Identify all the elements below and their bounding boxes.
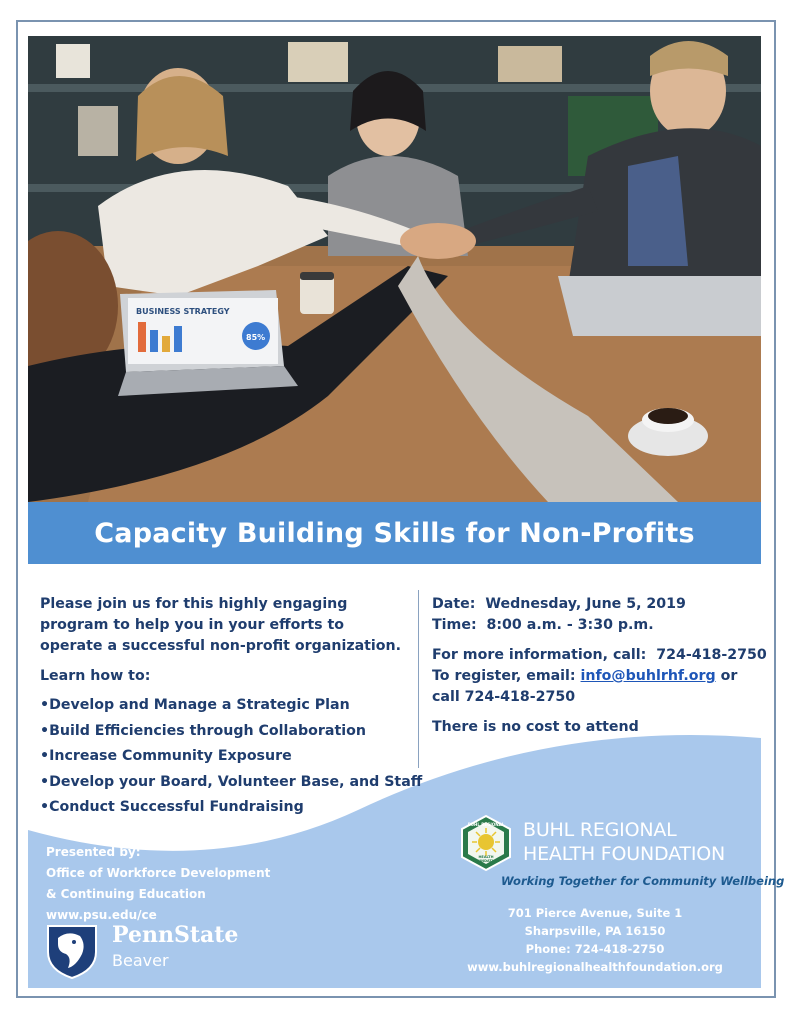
buhl-website[interactable]: www.buhlregionalhealthfoundation.org	[467, 960, 723, 974]
bullet-item: •Develop and Manage a Strategic Plan	[40, 697, 350, 713]
buhl-badge-bottom: FOUNDATION	[472, 859, 500, 863]
address-phone: Phone: 724-418-2750	[525, 942, 665, 956]
intro-paragraph: Please join us for this highly engaging program to help you in your efforts to operate a successful non-profit organization.	[40, 596, 402, 654]
bullet-item: •Conduct Successful Fundraising	[40, 799, 304, 815]
info-phone: 724-418-2750	[656, 647, 767, 663]
buhl-name-line2: HEALTH FOUNDATION	[523, 843, 725, 865]
flyer-title: Capacity Building Skills for Non-Profits	[94, 517, 695, 549]
bullet-item: •Develop your Board, Volunteer Base, and Staff	[40, 773, 423, 790]
event-details	[432, 594, 767, 738]
presenter-url: www.psu.edu/ce	[46, 908, 157, 922]
pennstate-lion-shield-icon	[44, 922, 100, 980]
laptop-screen-title: BUSINESS STRATEGY	[136, 307, 230, 316]
presenter-line2: & Continuing Education	[46, 887, 206, 901]
laptop-left	[118, 290, 298, 396]
time-value: 8:00 a.m. - 3:30 p.m.	[486, 617, 654, 633]
presented-heading: Presented by:	[46, 845, 141, 859]
time-label: Time:	[432, 617, 477, 633]
info-text: For more information, call:	[432, 647, 647, 663]
buhl-name-line1: BUHL REGIONAL	[523, 819, 677, 841]
buhl-tagline: Working Together for Community Wellbeing	[501, 874, 785, 888]
register-call: call 724-418-2750	[432, 689, 576, 705]
presenter-line1: Office of Workforce Development	[46, 866, 271, 880]
pennstate-campus: Beaver	[112, 951, 169, 970]
column-divider	[418, 590, 419, 768]
buhl-wordmark	[523, 818, 725, 866]
date-label: Date:	[432, 596, 476, 612]
buhl-foundation-badge-icon	[459, 814, 513, 872]
buhl-address-block	[430, 904, 760, 976]
register-row	[432, 666, 762, 687]
register-or: or	[720, 668, 738, 684]
cost-note: There is no cost to attend	[432, 719, 639, 735]
team-hands-photo	[28, 36, 761, 502]
date-value: Wednesday, June 5, 2019	[485, 596, 686, 612]
register-text: To register, email:	[432, 668, 576, 684]
time-row	[432, 615, 762, 636]
bullet-item: •Build Efficiencies through Collaboration	[40, 722, 366, 739]
register-email-link[interactable]: info@buhlrhf.org	[580, 668, 716, 684]
date-row	[432, 594, 762, 615]
address-line1: 701 Pierce Avenue, Suite 1	[507, 906, 683, 920]
pennstate-wordmark: PennState	[112, 922, 239, 948]
info-row	[432, 645, 767, 666]
presented-by-block	[46, 842, 270, 926]
paper-cup	[300, 272, 334, 314]
learning-bullets	[40, 697, 422, 825]
bullet-item: •Increase Community Exposure	[40, 748, 292, 764]
learn-heading: Learn how to:	[40, 668, 151, 684]
buhl-badge-mid: HEALTH	[478, 855, 494, 859]
laptop-screen-percent: 85%	[246, 333, 266, 342]
title-band	[28, 502, 761, 564]
buhl-badge-top: BUHL REGIONAL	[467, 822, 505, 827]
laptop-right	[558, 276, 761, 336]
address-line2: Sharpsville, PA 16150	[524, 924, 666, 938]
